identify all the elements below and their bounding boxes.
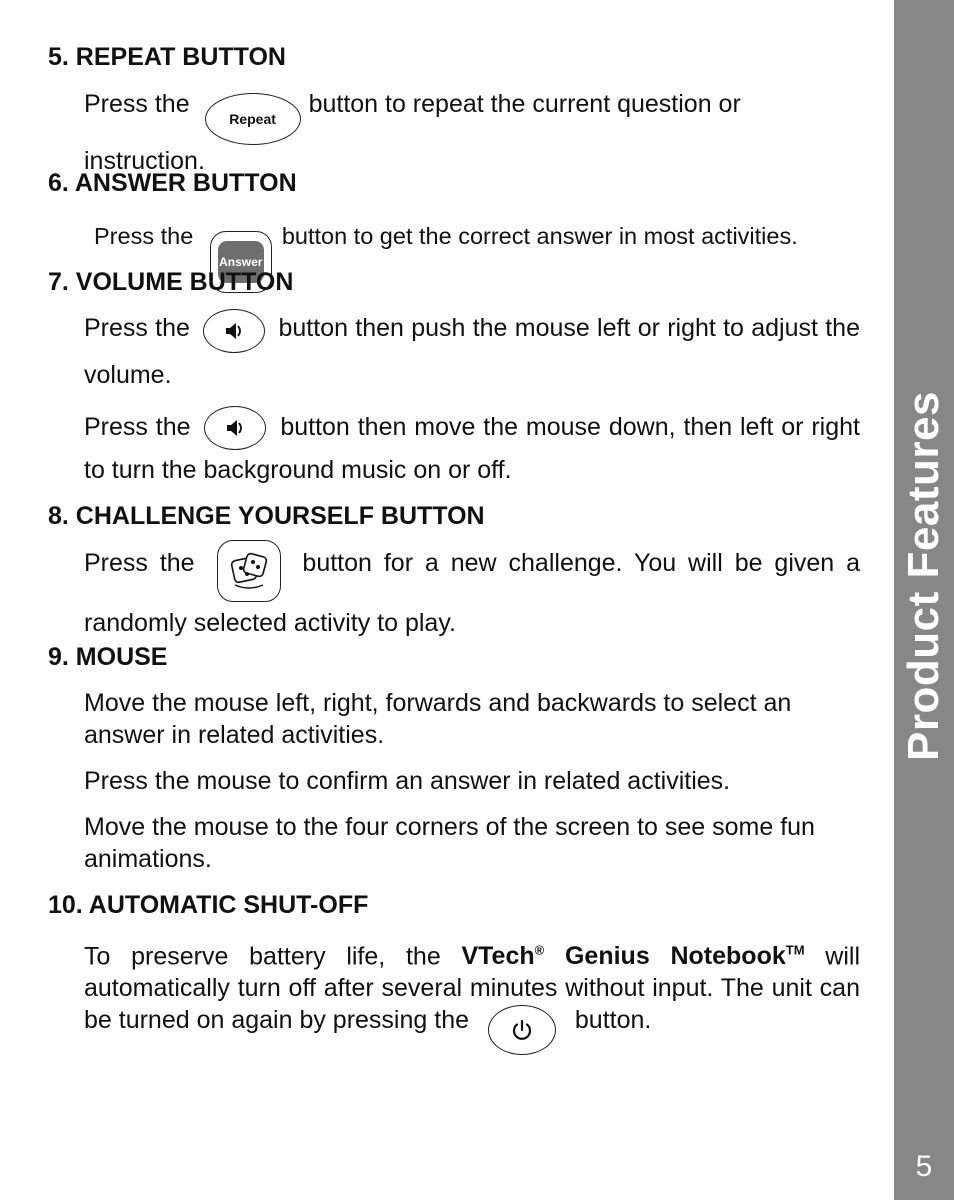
repeat-icon-label: Repeat [229,111,276,127]
section-heading-repeat: 5. REPEAT BUTTON [48,43,286,71]
repeat-instruction [84,88,860,177]
answer-icon-label: Answer [219,255,263,269]
answer-text-before: Press the [94,223,194,249]
section-heading-shutoff: 10. AUTOMATIC SHUT-OFF [48,891,369,919]
shutoff-instruction [84,935,860,1055]
repeat-text-after: button to repeat the current question or instruction. [84,90,741,175]
power-glyph [510,1018,534,1042]
dice-icon [217,540,281,602]
product-name: Genius Notebook™ [564,942,805,971]
shutoff-text-before: To preserve battery life, the [84,942,441,971]
page-number: 5 [915,1150,933,1183]
brand-name: VTech® [461,942,545,971]
mouse-instruction-2: Press the mouse to confirm an answer in related activities. [84,767,731,795]
answer-text-after: button to get the correct answer in most activities. [281,223,798,249]
section-heading-volume: 7. VOLUME BUTTON [48,268,294,296]
speaker-icon [203,309,265,353]
challenge-instruction [84,540,860,644]
speaker-icon [204,406,266,450]
repeat-button-icon [205,93,301,145]
section-heading-answer: 6. ANSWER BUTTON [48,169,297,197]
section-heading-mouse: 9. MOUSE [48,643,168,671]
speaker-glyph [222,415,248,441]
mouse-instruction-3: Move the mouse to the four corners of the screen to see some fun animations. [84,813,815,873]
volume-instruction-2 [84,406,860,490]
volume-text-after-2: button then move the mouse down, then left or right to turn the background music on or off. [84,413,860,484]
repeat-text-before: Press the [84,90,190,118]
shutoff-text-middle: will automatically turn off after several minutes without input. The unit can be turned on again by pressing the [84,942,860,1035]
section-sidebar [894,0,954,1200]
volume-instruction-1 [84,306,860,397]
mouse-instruction-1: Move the mouse left, right, forwards and backwards to select an answer in related activities. [84,689,792,749]
volume-text-before-1: Press the [84,314,190,342]
volume-text-before-2: Press the [84,413,191,441]
section-heading-challenge: 8. CHALLENGE YOURSELF BUTTON [48,502,485,530]
power-icon [488,1005,556,1055]
shutoff-text-after: button. [574,1006,652,1035]
sidebar-title: Product Features [899,391,948,761]
volume-text-after-1: button then push the mouse left or right to adjust the volume. [84,314,860,389]
challenge-text-before: Press the [84,549,195,577]
dice-glyph [229,551,269,591]
challenge-text-after: button for a new challenge. You will be given a randomly selected activity to play. [84,549,860,637]
speaker-glyph [221,318,247,344]
